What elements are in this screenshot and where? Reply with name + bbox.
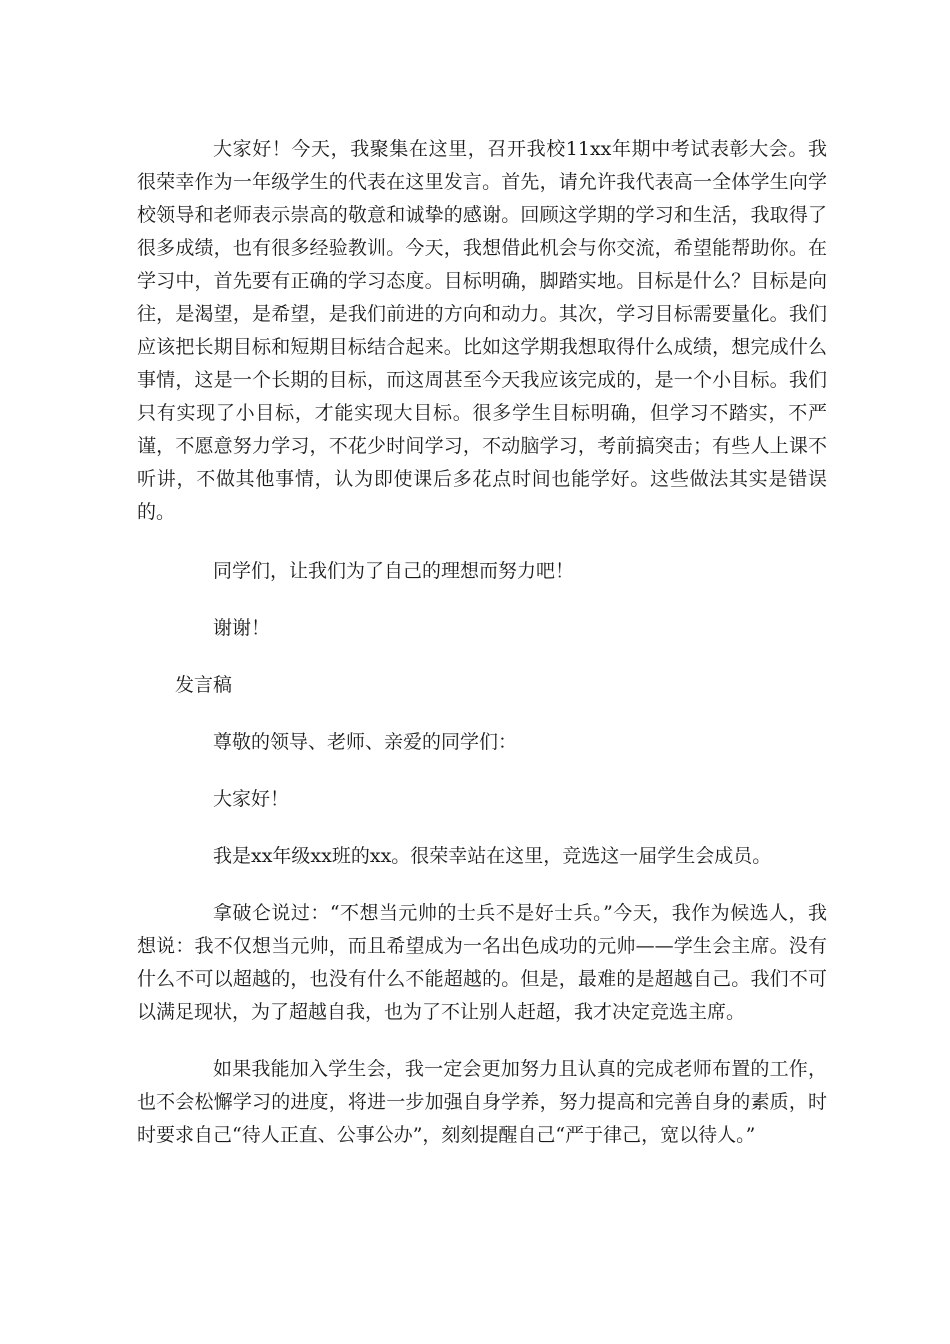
paragraph-self-introduction: 我是xx年级xx班的xx。很荣幸站在这里，竞选这一届学生会成员。 (213, 845, 772, 867)
paragraph-speech-intro: 大家好！今天，我聚集在这里，召开我校11xx年期中考试表彰大会。我很荣幸作为一年级学生的代表在这里发言。首先，请允许我代表高一全体学生向学校领导和老师表示崇高的敬意和诚挚的感谢。回顾这学期的学习和生活，我取得了很多成绩，也有很多经验教训。今天，我想借此机会与你交流，希望能帮助你。在学习中，首先要有正确的学习态度。目标明确，脚踏实地。目标是什么？目标是向往，是渴望，是希望，是我们前进的方向和动力。其次，学习目标需要量化。我们应该把长期目标和短期目标结合起来。比如这学期我想取得什么成绩，想完成什么事情，这是一个长期的目标，而这周甚至今天我应该完成的，是一个小目标。我们只有实现了小目标，才能实现大目标。很多学生目标明确，但学习不踏实，不严谨，不愿意努力学习，不花少时间学习，不动脑学习，考前搞突击；有些人上课不听讲，不做其他事情，认为即使课后多花点时间也能学好。这些做法其实是错误的。 (137, 138, 827, 523)
paragraph-greeting: 大家好！ (213, 788, 290, 810)
paragraph-call-to-action: 同学们，让我们为了自己的理想而努力吧！ (213, 560, 575, 582)
paragraph-commitment: 如果我能加入学生会，我一定会更加努力且认真的完成老师布置的工作，也不会松懈学习的进度，将进一步加强自身学养，努力提高和完善自身的素质，时时要求自己“待人正直、公事公办”，刻刻提醒自己“严于律己，宽以待人。” (137, 1058, 827, 1146)
paragraph-thanks: 谢谢！ (213, 617, 271, 639)
section-heading: 发言稿 (175, 674, 233, 696)
paragraph-napoleon-quote: 拿破仑说过：“不想当元帅的士兵不是好士兵。”今天，我作为候选人，我想说：我不仅想当元帅，而且希望成为一名出色成功的元帅——学生会主席。没有什么不可以超越的，也没有什么不能超越的。但是，最难的是超越自己。我们不可以满足现状，为了超越自我，也为了不让别人赶超，我才决定竞选主席。 (137, 902, 827, 1023)
paragraph-salutation: 尊敬的领导、老师、亲爱的同学们： (213, 731, 518, 753)
document-body (137, 133, 827, 1176)
